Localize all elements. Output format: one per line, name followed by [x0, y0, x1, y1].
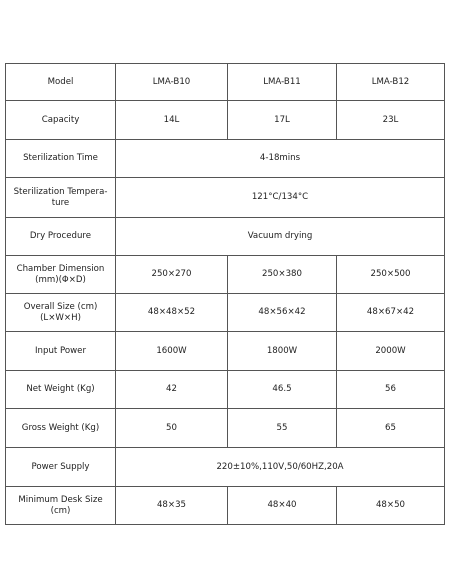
label-line: Minimum Desk Size [18, 494, 103, 505]
table-row-sterilization-temperature [6, 178, 445, 218]
dry-procedure-cell: Vacuum drying [116, 218, 445, 256]
row-label-chamber-dimension [6, 256, 116, 294]
label-line: (mm)(Φ×D) [35, 274, 86, 285]
net-weight-cell-3: 56 [337, 371, 445, 409]
row-label-input-power [6, 332, 116, 371]
table-row-net-weight [6, 371, 445, 409]
row-label-sterilization-time [6, 140, 116, 178]
row-label-gross-weight [6, 409, 116, 448]
overall-size-cell-2: 48×56×42 [228, 294, 337, 332]
table-row-minimum-desk-size [6, 487, 445, 525]
table-row-gross-weight [6, 409, 445, 448]
header-model-cell-1: LMA-B10 [116, 64, 228, 101]
capacity-cell-3: 23L [337, 101, 445, 140]
sterilization-temperature-cell: 121°C/134°C [116, 178, 445, 218]
sterilization-time-cell: 4-18mins [116, 140, 445, 178]
label-line: Input Power [35, 345, 86, 356]
input-power-cell-1: 1600W [116, 332, 228, 371]
chamber-dimension-cell-3: 250×500 [337, 256, 445, 294]
label-line: Gross Weight (Kg) [21, 422, 100, 433]
table-row-dry-procedure [6, 218, 445, 256]
table-row-power-supply [6, 448, 445, 487]
overall-size-cell-3: 48×67×42 [337, 294, 445, 332]
row-label-sterilization-temperature [6, 178, 116, 218]
row-label-dry-procedure [6, 218, 116, 256]
table-row-sterilization-time [6, 140, 445, 178]
capacity-cell-2: 17L [228, 101, 337, 140]
table-row-chamber-dimension [6, 256, 445, 294]
table-row-overall-size [6, 294, 445, 332]
minimum-desk-size-cell-3: 48×50 [337, 487, 445, 525]
power-supply-cell: 220±10%,110V,50/60HZ,20A [116, 448, 445, 487]
label-line: Chamber Dimension [16, 263, 105, 274]
input-power-cell-3: 2000W [337, 332, 445, 371]
overall-size-cell-1: 48×48×52 [116, 294, 228, 332]
net-weight-cell-1: 42 [116, 371, 228, 409]
row-label-power-supply [6, 448, 116, 487]
row-label-capacity [6, 101, 116, 140]
table-row-input-power [6, 332, 445, 371]
minimum-desk-size-cell-1: 48×35 [116, 487, 228, 525]
label-line: Overall Size (cm) [23, 301, 98, 312]
row-label-net-weight [6, 371, 116, 409]
header-label-cell: Model [6, 64, 116, 101]
header-model-cell-2: LMA-B11 [228, 64, 337, 101]
minimum-desk-size-cell-2: 48×40 [228, 487, 337, 525]
label-line: (L×W×H) [40, 312, 81, 323]
label-line: Dry Procedure [29, 231, 92, 241]
gross-weight-cell-1: 50 [116, 409, 228, 448]
specification-table [5, 63, 445, 525]
capacity-cell-1: 14L [116, 101, 228, 140]
label-line: Sterilization Time [23, 153, 98, 163]
table-row-header [6, 64, 445, 101]
label-line: (cm) [50, 505, 71, 516]
label-line: Capacity [41, 114, 80, 125]
chamber-dimension-cell-2: 250×380 [228, 256, 337, 294]
row-label-minimum-desk-size [6, 487, 116, 525]
label-line: Net Weight (Kg) [26, 384, 95, 394]
label-line: Sterilization Tempera- [13, 186, 108, 197]
net-weight-cell-2: 46.5 [228, 371, 337, 409]
row-label-overall-size [6, 294, 116, 332]
label-line: Power Supply [31, 461, 90, 472]
header-model-cell-3: LMA-B12 [337, 64, 445, 101]
gross-weight-cell-3: 65 [337, 409, 445, 448]
input-power-cell-2: 1800W [228, 332, 337, 371]
gross-weight-cell-2: 55 [228, 409, 337, 448]
label-line: ture [51, 197, 70, 208]
chamber-dimension-cell-1: 250×270 [116, 256, 228, 294]
table-row-capacity [6, 101, 445, 140]
